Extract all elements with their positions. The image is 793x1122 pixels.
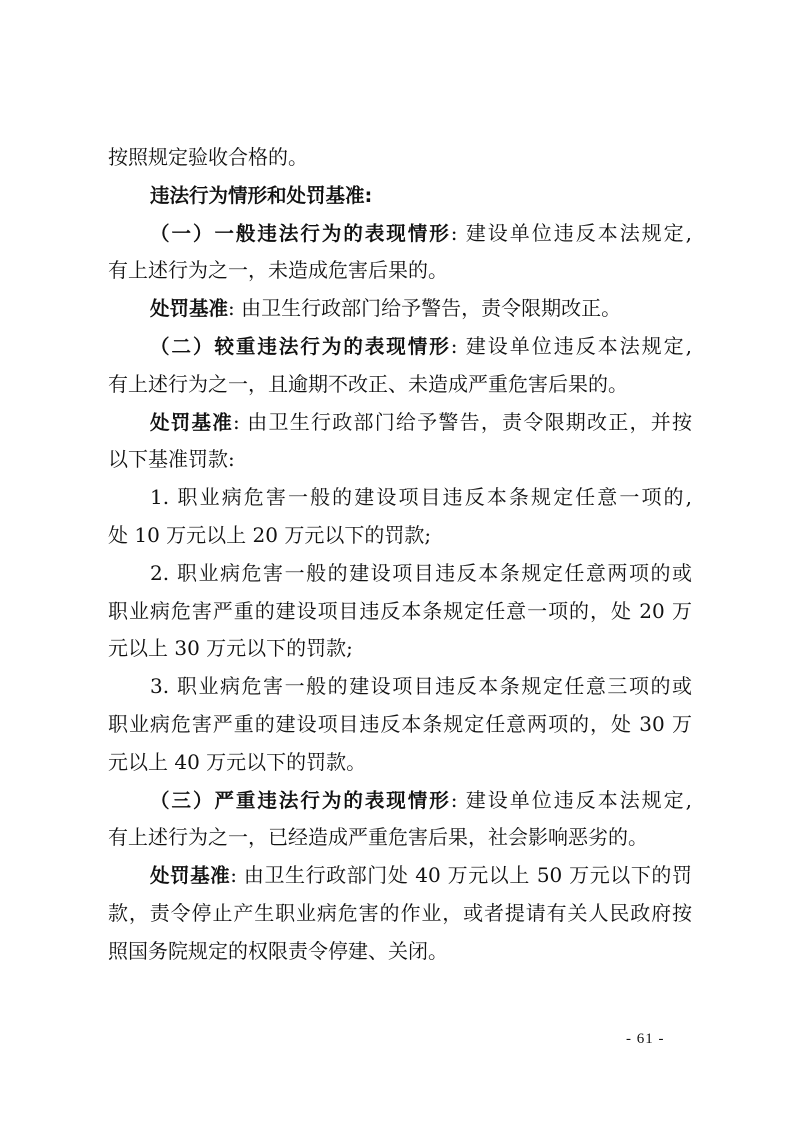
line-text: : 由卫生行政部门给予警告，责令限期改正，并按 (232, 409, 692, 434)
line-text: 款，责令停止产生职业病危害的作业，或者提请有关人民政府按 (108, 900, 692, 925)
text-line (108, 290, 692, 328)
text-line (108, 404, 692, 442)
line-text: : 建设单位违反本法规定, (450, 787, 692, 812)
section-heading (108, 177, 692, 215)
line-text: 以下基准罚款: (108, 447, 235, 472)
line-text: 照国务院规定的权限责令停建、关闭。 (108, 938, 448, 963)
bold-label: 处罚基准 (150, 297, 229, 321)
document-body (108, 139, 692, 971)
line-text: 职业病危害严重的建设项目违反本条规定任意一项的，处 20 万 (108, 598, 692, 623)
line-text: 按照规定验收合格的。 (108, 145, 308, 169)
text-line (108, 706, 692, 744)
text-line (108, 593, 692, 631)
text-line (108, 895, 692, 933)
line-text: 元以上 40 万元以下的罚款。 (108, 749, 367, 774)
text-line (108, 215, 692, 253)
bold-label: 处罚基准 (150, 864, 231, 888)
text-line (108, 139, 692, 177)
line-text: 有上述行为之一，且逾期不改正、未造成严重危害后果的。 (108, 371, 628, 396)
line-text: 2. 职业病危害一般的建设项目违反本条规定任意两项的或 (150, 560, 692, 585)
text-line (108, 933, 692, 971)
bold-label: （二）较重违法行为的表现情形 (150, 334, 451, 358)
line-text: 有上述行为之一，已经造成严重危害后果，社会影响恶劣的。 (108, 825, 648, 850)
bold-label: （三）严重违法行为的表现情形 (150, 788, 451, 812)
page-number: - 61 - (626, 1031, 665, 1047)
line-text: 职业病危害严重的建设项目违反本条规定任意两项的，处 30 万 (108, 711, 692, 736)
line-text: 有上述行为之一，未造成危害后果的。 (108, 258, 448, 283)
line-text: 3. 职业病危害一般的建设项目违反本条规定任意三项的或 (150, 674, 692, 699)
text-line (108, 441, 692, 479)
text-line (108, 328, 692, 366)
text-line (108, 782, 692, 820)
line-text: : 建设单位违反本法规定, (450, 220, 692, 245)
line-text: : 由卫生行政部门给予警告，责令限期改正。 (228, 296, 622, 321)
text-line (108, 819, 692, 857)
line-text: : 建设单位违反本法规定, (450, 333, 692, 358)
bold-label: （一）一般违法行为的表现情形 (150, 221, 451, 245)
text-line (108, 668, 692, 706)
text-line (108, 366, 692, 404)
text-line (108, 857, 692, 895)
line-text: 处 10 万元以上 20 万元以下的罚款; (108, 522, 432, 547)
text-line (108, 630, 692, 668)
text-line (108, 252, 692, 290)
heading-text: 违法行为情形和处罚基准: (150, 183, 373, 207)
bold-label: 处罚基准 (150, 410, 233, 434)
line-text: 元以上 30 万元以下的罚款; (108, 636, 353, 661)
line-text: 1. 职业病危害一般的建设项目违反本条规定任意一项的, (150, 485, 692, 510)
text-line (108, 479, 692, 517)
line-text: : 由卫生行政部门处 40 万元以上 50 万元以下的罚 (230, 863, 692, 888)
text-line (108, 555, 692, 593)
text-line (108, 744, 692, 782)
text-line (108, 517, 692, 555)
